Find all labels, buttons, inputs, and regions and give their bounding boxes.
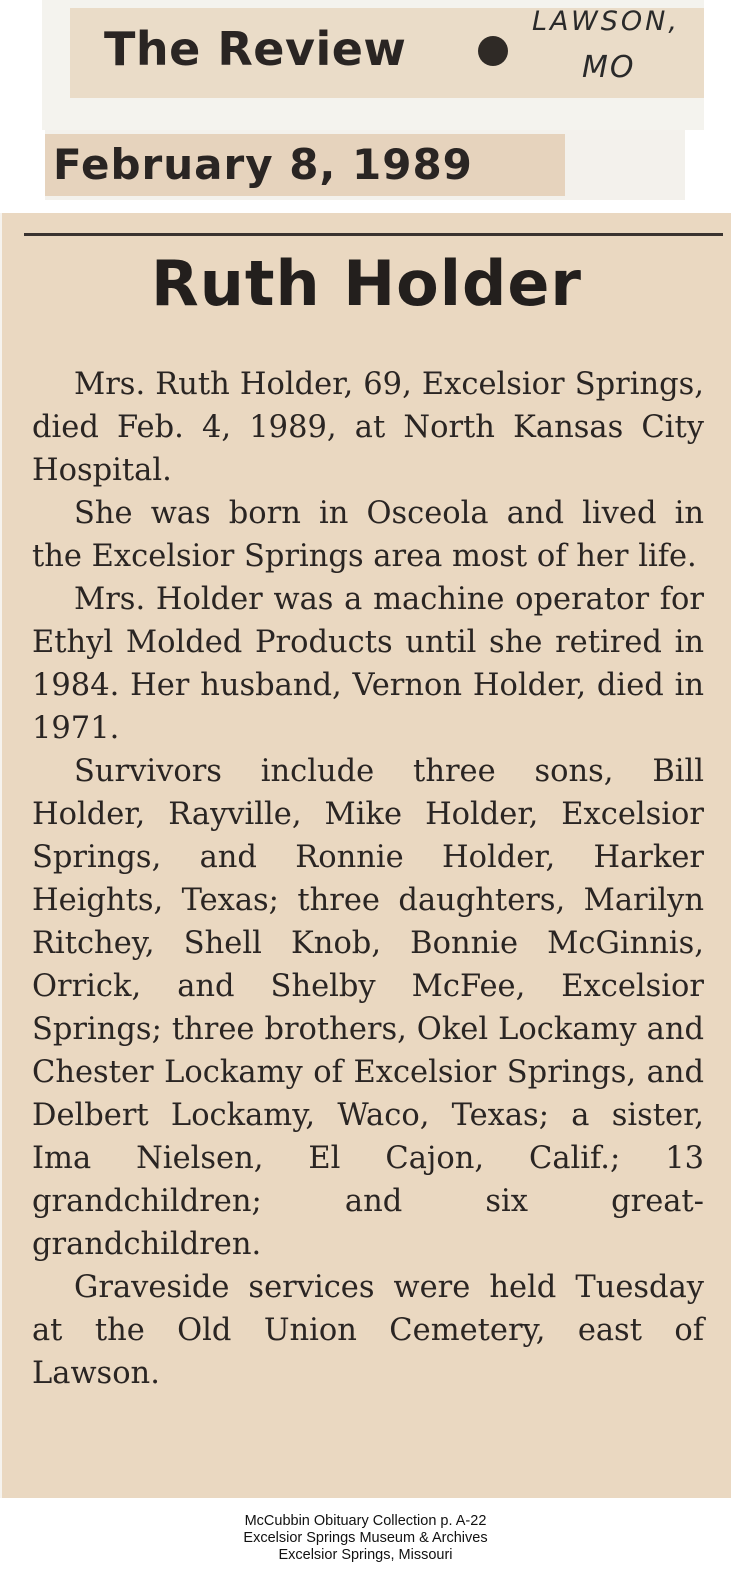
obituary-clipping: [0, 213, 731, 1498]
obituary-body: [32, 363, 704, 1395]
publication-date: February 8, 1989: [53, 140, 473, 189]
footer-collection-line: McCubbin Obituary Collection p. A-22: [244, 1513, 487, 1529]
footer-museum-line: Excelsior Springs Museum & Archives: [243, 1530, 488, 1546]
paragraph-survivors: Survivors include three sons, Bill Holder, Rayville, Mike Holder, Excelsior Springs, and Ronnie Holder, Harker Heights, Texas; three daughters, Marilyn Ritchey, Shell Knob, Bonnie McGinnis, Orrick, and Shelby McFee, Excelsior Springs; three brothers, Okel Lockamy and Chester Lockamy of Excelsior Springs, and Delbert Lockamy, Waco, Texas; a sister, Ima Nielsen, El Cajon, Calif.; 13 grandchildren; and six great-grandchildren.: [32, 754, 704, 1262]
masthead-strip: [70, 8, 704, 98]
footer-location-line: Excelsior Springs, Missouri: [278, 1547, 453, 1563]
top-rule: [24, 233, 723, 236]
archive-footer: [0, 1513, 731, 1564]
handwritten-city-note: LAWSON,: [532, 6, 680, 37]
masthead-logo-icon: [478, 36, 508, 66]
obituary-headline: Ruth Holder: [151, 247, 582, 320]
date-strip: [45, 134, 565, 196]
newspaper-header-clipping: [42, 0, 704, 130]
paragraph-services: Graveside services were held Tuesday at the Old Union Cemetery, east of Lawson.: [32, 1270, 704, 1391]
paragraph-death: Mrs. Ruth Holder, 69, Excelsior Springs, died Feb. 4, 1989, at North Kansas City Hospital.: [32, 367, 704, 488]
newspaper-name: The Review: [104, 22, 407, 76]
paragraph-career: Mrs. Holder was a machine operator for Ethyl Molded Products until she retired in 1984. Her husband, Vernon Holder, died in 1971.: [32, 582, 704, 746]
paragraph-birth: She was born in Osceola and lived in the Excelsior Springs area most of her life.: [32, 496, 704, 574]
date-clipping: [45, 130, 685, 200]
handwritten-state-note: MO: [582, 50, 636, 85]
